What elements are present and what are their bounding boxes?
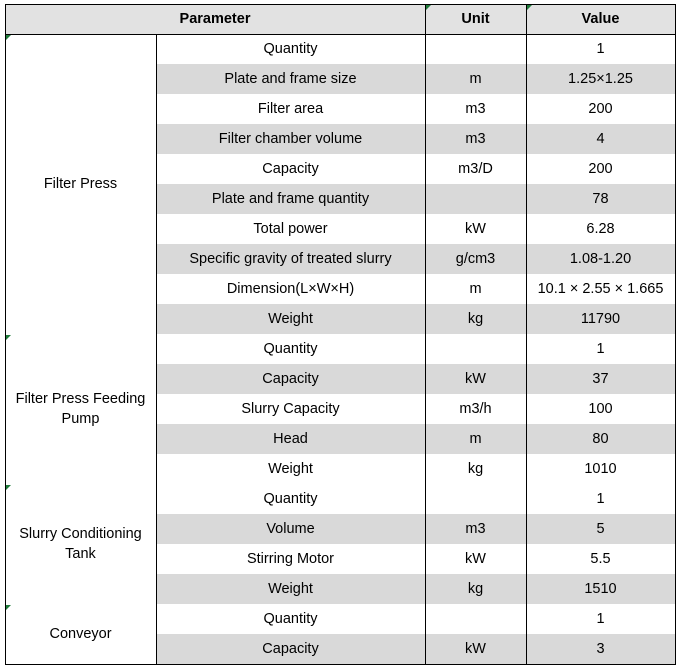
cell-marker-icon (6, 605, 11, 610)
unit-cell: m (425, 274, 526, 304)
param-cell: Volume (156, 514, 425, 544)
value-cell: 37 (526, 364, 675, 394)
header-value: Value (526, 4, 675, 34)
param-cell: Plate and frame size (156, 64, 425, 94)
grid-line (675, 4, 676, 665)
grid-line (156, 34, 157, 665)
param-cell: Quantity (156, 34, 425, 64)
param-cell: Weight (156, 574, 425, 604)
value-cell: 80 (526, 424, 675, 454)
grid-line (5, 34, 676, 35)
param-cell: Filter chamber volume (156, 124, 425, 154)
group-name: Conveyor (5, 604, 156, 664)
value-cell: 1 (526, 334, 675, 364)
value-cell: 1 (526, 34, 675, 64)
grid-line (5, 4, 6, 665)
value-cell: 11790 (526, 304, 675, 334)
unit-cell: m (425, 64, 526, 94)
param-cell: Filter area (156, 94, 425, 124)
value-cell: 200 (526, 154, 675, 184)
param-cell: Slurry Capacity (156, 394, 425, 424)
unit-cell (425, 34, 526, 64)
unit-cell: kW (425, 214, 526, 244)
param-cell: Capacity (156, 154, 425, 184)
param-cell: Dimension(L×W×H) (156, 274, 425, 304)
value-cell: 1 (526, 484, 675, 514)
unit-cell: m3/h (425, 394, 526, 424)
param-cell: Quantity (156, 484, 425, 514)
unit-cell: m3 (425, 124, 526, 154)
value-cell: 200 (526, 94, 675, 124)
group-name: Filter Press Feeding Pump (5, 334, 156, 484)
value-cell: 10.1 × 2.55 × 1.665 (526, 274, 675, 304)
unit-cell (425, 604, 526, 634)
cell-marker-icon (6, 335, 11, 340)
param-cell: Capacity (156, 634, 425, 664)
param-cell: Weight (156, 454, 425, 484)
grid-line (5, 4, 676, 5)
unit-cell: m (425, 424, 526, 454)
value-cell: 1510 (526, 574, 675, 604)
unit-cell: kW (425, 544, 526, 574)
cell-marker-icon (6, 485, 11, 490)
unit-cell: kg (425, 574, 526, 604)
param-cell: Capacity (156, 364, 425, 394)
group-name: Slurry Conditioning Tank (5, 484, 156, 604)
unit-cell: m3 (425, 514, 526, 544)
group-name: Filter Press (5, 34, 156, 334)
value-cell: 6.28 (526, 214, 675, 244)
unit-cell: g/cm3 (425, 244, 526, 274)
unit-cell: kW (425, 364, 526, 394)
param-cell: Quantity (156, 334, 425, 364)
value-cell: 4 (526, 124, 675, 154)
value-cell: 5.5 (526, 544, 675, 574)
unit-cell: m3 (425, 94, 526, 124)
header-parameter: Parameter (5, 4, 425, 34)
param-cell: Stirring Motor (156, 544, 425, 574)
unit-cell (425, 184, 526, 214)
unit-cell (425, 334, 526, 364)
value-cell: 1010 (526, 454, 675, 484)
param-cell: Quantity (156, 604, 425, 634)
grid-line (425, 4, 426, 665)
header-unit: Unit (425, 4, 526, 34)
value-cell: 1.25×1.25 (526, 64, 675, 94)
grid-line (5, 664, 676, 665)
value-cell: 100 (526, 394, 675, 424)
unit-cell: kW (425, 634, 526, 664)
param-cell: Specific gravity of treated slurry (156, 244, 425, 274)
cell-marker-icon (527, 5, 532, 10)
value-cell: 5 (526, 514, 675, 544)
param-cell: Plate and frame quantity (156, 184, 425, 214)
value-cell: 1 (526, 604, 675, 634)
cell-marker-icon (6, 35, 11, 40)
param-cell: Weight (156, 304, 425, 334)
value-cell: 1.08-1.20 (526, 244, 675, 274)
cell-marker-icon (426, 5, 431, 10)
param-cell: Total power (156, 214, 425, 244)
value-cell: 3 (526, 634, 675, 664)
unit-cell: kg (425, 304, 526, 334)
value-cell: 78 (526, 184, 675, 214)
unit-cell (425, 484, 526, 514)
grid-line (526, 4, 527, 665)
param-cell: Head (156, 424, 425, 454)
unit-cell: kg (425, 454, 526, 484)
unit-cell: m3/D (425, 154, 526, 184)
